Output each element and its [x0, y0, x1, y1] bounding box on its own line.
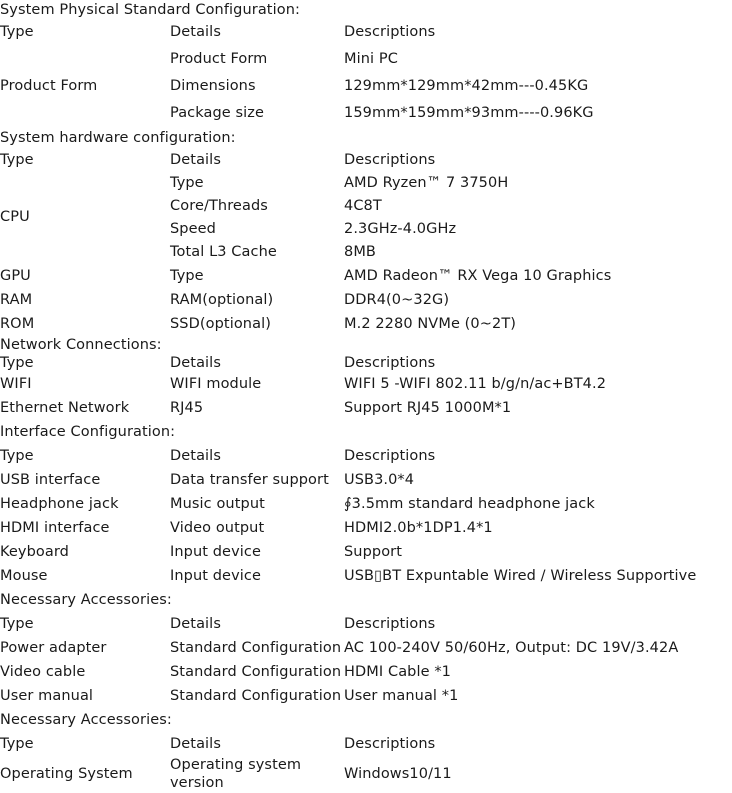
cell-type: Video cable: [0, 664, 86, 680]
header-descriptions: Descriptions: [344, 355, 436, 371]
cell-description: HDMI Cable *1: [344, 664, 452, 680]
cell-type: RAM: [0, 292, 33, 308]
cell-description: USB3.0*4: [344, 472, 415, 488]
cell-type: Power adapter: [0, 640, 107, 656]
cell-details-line1: Operating system: [170, 757, 302, 773]
cell-type: Keyboard: [0, 544, 69, 560]
cell-description: ∮3.5mm standard headphone jack: [344, 496, 595, 512]
cell-description: AMD Ryzen™ 7 3750H: [344, 175, 509, 191]
cell-details: Input device: [170, 568, 261, 584]
cell-type: User manual: [0, 688, 94, 704]
section-title-physical: System Physical Standard Configuration:: [0, 2, 300, 18]
cell-details: Input device: [170, 544, 261, 560]
cell-description: 129mm*129mm*42mm---0.45KG: [344, 78, 589, 94]
header-details: Details: [170, 152, 221, 168]
cell-description: 8MB: [344, 244, 376, 260]
cell-details: RAM(optional): [170, 292, 274, 308]
cell-description: AC 100-240V 50/60Hz, Output: DC 19V/3.42A: [344, 640, 679, 656]
cell-type: WIFI: [0, 376, 32, 392]
header-type: Type: [0, 448, 34, 464]
header-details: Details: [170, 736, 221, 752]
cell-description: Windows10/11: [344, 766, 452, 782]
cell-description: 159mm*159mm*93mm----0.96KG: [344, 105, 594, 121]
cell-details: Speed: [170, 221, 216, 237]
cell-details: Standard Configuration: [170, 688, 342, 704]
cell-details: Package size: [170, 105, 265, 121]
cell-details: WIFI module: [170, 376, 262, 392]
cell-type: HDMI interface: [0, 520, 110, 536]
cell-description: Support: [344, 544, 403, 560]
cell-details: Video output: [170, 520, 265, 536]
cell-details: Dimensions: [170, 78, 256, 94]
cell-type: Operating System: [0, 766, 133, 782]
cell-details: Data transfer support: [170, 472, 329, 488]
cell-type: Product Form: [0, 78, 98, 94]
header-type: Type: [0, 152, 34, 168]
header-descriptions: Descriptions: [344, 24, 436, 40]
cell-details: Standard Configuration: [170, 640, 342, 656]
cell-details-line2: version: [170, 775, 224, 791]
header-descriptions: Descriptions: [344, 736, 436, 752]
cell-description: USB▯BT Expuntable Wired / Wireless Supportive: [344, 568, 697, 584]
section-title-accessories-os: Necessary Accessories:: [0, 712, 172, 728]
cell-description: Mini PC: [344, 51, 398, 67]
cell-details: Core/Threads: [170, 198, 268, 214]
cell-type: Mouse: [0, 568, 48, 584]
header-descriptions: Descriptions: [344, 616, 436, 632]
cell-type: GPU: [0, 268, 31, 284]
cell-description: Support RJ45 1000M*1: [344, 400, 512, 416]
header-details: Details: [170, 616, 221, 632]
cell-description: DDR4(0~32G): [344, 292, 450, 308]
header-type: Type: [0, 736, 34, 752]
cell-type: Headphone jack: [0, 496, 119, 512]
cell-description: 2.3GHz-4.0GHz: [344, 221, 457, 237]
section-title-hardware: System hardware configuration:: [0, 130, 236, 146]
section-title-accessories: Necessary Accessories:: [0, 592, 172, 608]
cell-description: 4C8T: [344, 198, 382, 214]
header-details: Details: [170, 448, 221, 464]
cell-details: Total L3 Cache: [170, 244, 277, 260]
cell-type: Ethernet Network: [0, 400, 130, 416]
header-descriptions: Descriptions: [344, 152, 436, 168]
cell-description: M.2 2280 NVMe (0~2T): [344, 316, 517, 332]
cell-details: Product Form: [170, 51, 268, 67]
header-descriptions: Descriptions: [344, 448, 436, 464]
header-details: Details: [170, 355, 221, 371]
cell-details: SSD(optional): [170, 316, 271, 332]
section-title-interface: Interface Configuration:: [0, 424, 176, 440]
cell-type: ROM: [0, 316, 35, 332]
cell-details: RJ45: [170, 400, 204, 416]
cell-details: Standard Configuration: [170, 664, 342, 680]
header-details: Details: [170, 24, 221, 40]
cell-details: Type: [170, 175, 204, 191]
cell-description: User manual *1: [344, 688, 459, 704]
cell-details: Music output: [170, 496, 265, 512]
section-title-network: Network Connections:: [0, 337, 162, 353]
cell-description: HDMI2.0b*1DP1.4*1: [344, 520, 493, 536]
header-type: Type: [0, 355, 34, 371]
cell-description: WIFI 5 -WIFI 802.11 b/g/n/ac+BT4.2: [344, 376, 607, 392]
header-type: Type: [0, 616, 34, 632]
cell-type: USB interface: [0, 472, 101, 488]
cell-type: CPU: [0, 209, 30, 225]
cell-description: AMD Radeon™ RX Vega 10 Graphics: [344, 268, 612, 284]
cell-details: Type: [170, 268, 204, 284]
header-type: Type: [0, 24, 34, 40]
